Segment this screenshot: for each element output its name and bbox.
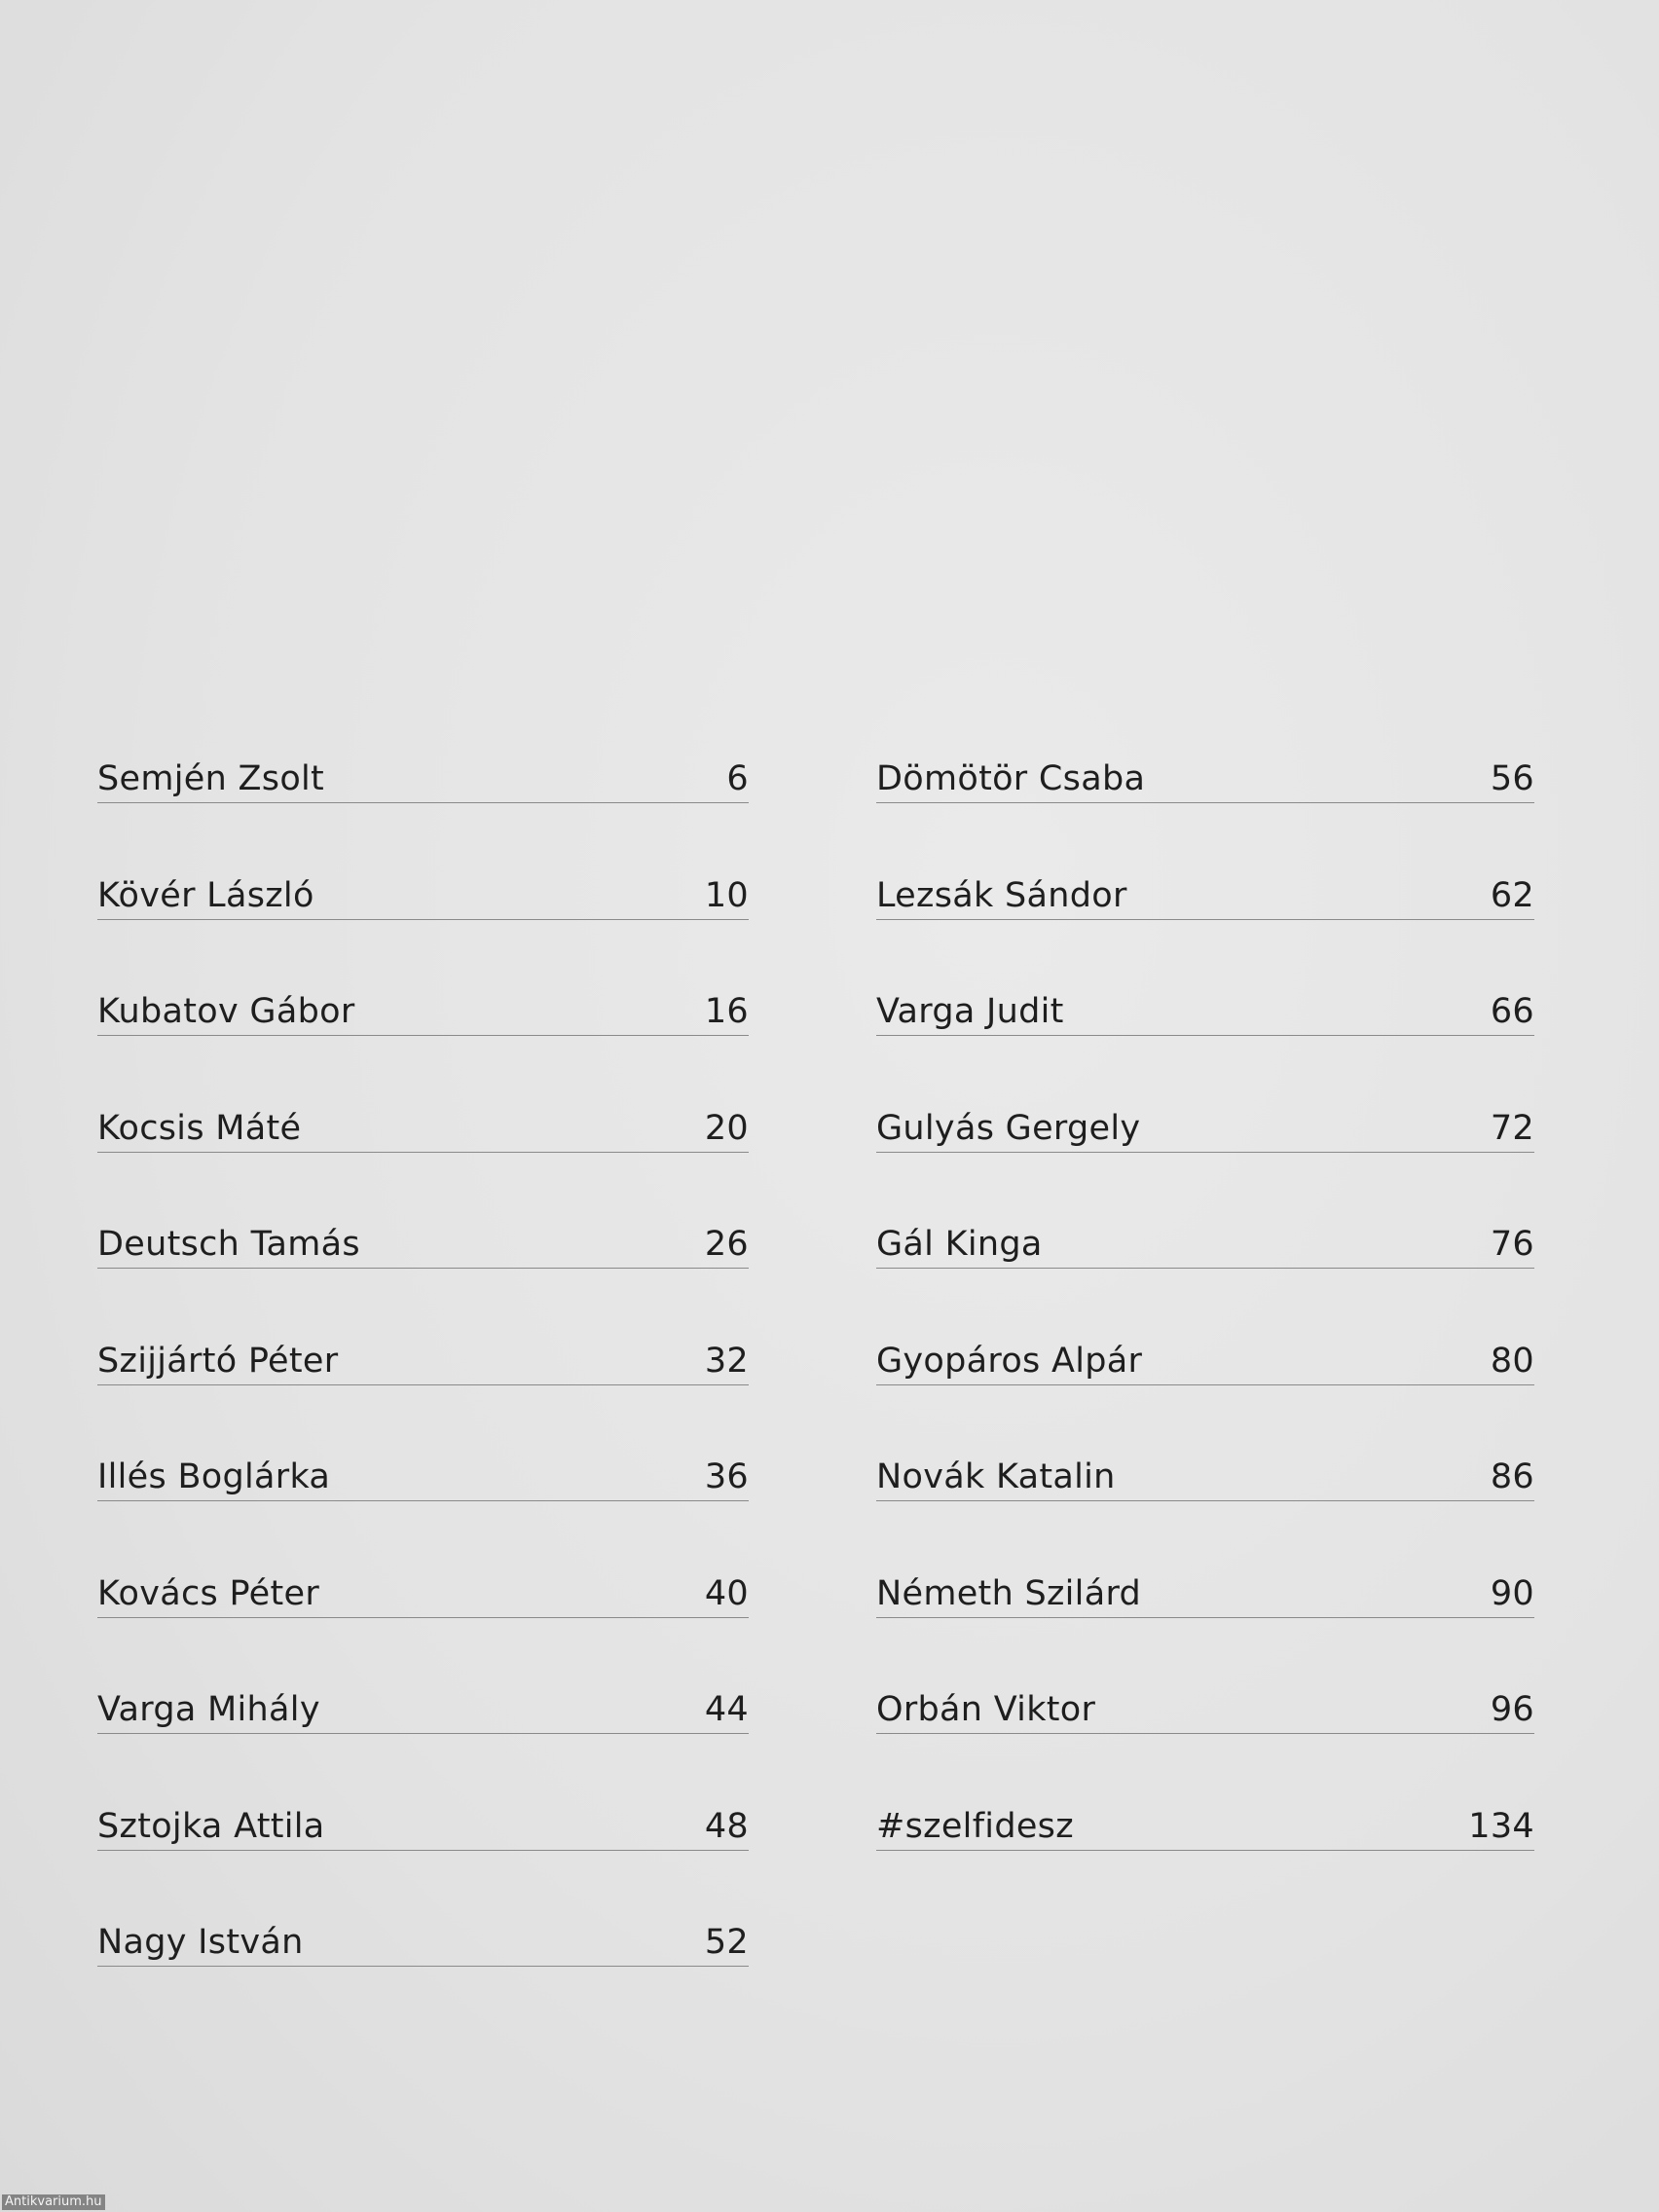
toc-entry-name: Gyopáros Alpár: [876, 1341, 1143, 1381]
toc-entry-line: [876, 1332, 1534, 1385]
toc-entry-name: Kovács Péter: [97, 1573, 320, 1613]
toc-entry: [97, 1886, 749, 2003]
toc-entry: [876, 1305, 1534, 1421]
toc-entry: [97, 722, 749, 839]
toc-entry-name: Gál Kinga: [876, 1225, 1043, 1264]
toc-entry: [876, 1537, 1534, 1654]
toc-entry-name: Szijjártó Péter: [97, 1341, 339, 1381]
toc-entry-page: 80: [1490, 1341, 1534, 1381]
toc-entry-line: [876, 1099, 1534, 1153]
toc-entry: [876, 1188, 1534, 1305]
toc-entry-line: [97, 750, 749, 803]
toc-entry-page: 6: [726, 759, 749, 798]
toc-entry: [876, 1770, 1534, 1887]
toc-entry-name: Kocsis Máté: [97, 1108, 302, 1148]
toc-entry-page: 52: [704, 1923, 749, 1962]
toc-entry-name: Lezsák Sándor: [876, 875, 1127, 915]
toc-entry-page: 10: [704, 875, 749, 915]
toc-entry: [876, 1072, 1534, 1189]
toc-entry-name: Deutsch Tamás: [97, 1225, 360, 1264]
toc-entry: [97, 1072, 749, 1189]
toc-entry: [97, 1188, 749, 1305]
toc-entry-line: [97, 866, 749, 920]
toc-entry-page: 56: [1490, 759, 1534, 798]
toc-entry-page: 16: [704, 992, 749, 1031]
toc-entry-line: [876, 1215, 1534, 1269]
toc-entry-name: Varga Mihály: [97, 1690, 320, 1729]
toc-entry-page: 96: [1490, 1690, 1534, 1729]
toc-entry-name: Illés Boglárka: [97, 1457, 331, 1496]
toc-entry-line: [97, 1099, 749, 1153]
toc-entry-page: 76: [1490, 1225, 1534, 1264]
toc-entry-line: [876, 1680, 1534, 1734]
toc-entry-name: Gulyás Gergely: [876, 1108, 1141, 1148]
toc-entry: [876, 1420, 1534, 1537]
toc-entry-name: Novák Katalin: [876, 1457, 1116, 1496]
toc-entry-line: [876, 1448, 1534, 1501]
toc-entry-line: [97, 982, 749, 1036]
toc-entry-name: Nagy István: [97, 1923, 304, 1962]
toc-entry: [97, 839, 749, 956]
toc-entry-line: [97, 1913, 749, 1967]
toc-entry-name: Semjén Zsolt: [97, 759, 325, 798]
toc-entry-line: [876, 866, 1534, 920]
toc-entry-line: [876, 1565, 1534, 1618]
toc-entry-line: [876, 1797, 1534, 1851]
toc-entry-line: [97, 1565, 749, 1618]
toc-entry-line: [97, 1680, 749, 1734]
toc-entry: [97, 1770, 749, 1887]
toc-entry: [97, 1420, 749, 1537]
toc-entry: [97, 1653, 749, 1770]
toc-entry-name: Kubatov Gábor: [97, 992, 355, 1031]
toc-entry-line: [876, 982, 1534, 1036]
watermark: Antikvarium.hu: [2, 2194, 105, 2210]
toc-entry: [876, 1653, 1534, 1770]
toc-entry-page: 86: [1490, 1457, 1534, 1496]
toc-entry-name: Varga Judit: [876, 992, 1064, 1031]
toc-entry-page: 32: [704, 1341, 749, 1381]
toc-entry-line: [97, 1215, 749, 1269]
toc-entry-page: 48: [704, 1806, 749, 1846]
toc-entry-name: Németh Szilárd: [876, 1573, 1142, 1613]
toc-entry-name: Orbán Viktor: [876, 1690, 1096, 1729]
toc-entry: [876, 839, 1534, 956]
toc-entry-page: 44: [704, 1690, 749, 1729]
toc-entry: [876, 722, 1534, 839]
toc-entry-name: #szelfidesz: [876, 1806, 1074, 1846]
toc-entry-page: 62: [1490, 875, 1534, 915]
toc-entry-page: 26: [704, 1225, 749, 1264]
toc-entry-page: 90: [1490, 1573, 1534, 1613]
toc-entry-line: [876, 750, 1534, 803]
toc-entry-name: Kövér László: [97, 875, 314, 915]
toc-column-right: [876, 722, 1534, 1886]
toc-entry-name: Sztojka Attila: [97, 1806, 325, 1846]
toc-entry-line: [97, 1797, 749, 1851]
toc-entry-line: [97, 1448, 749, 1501]
toc-entry-page: 36: [704, 1457, 749, 1496]
toc-column-left: [97, 722, 749, 2003]
toc-entry-line: [97, 1332, 749, 1385]
toc-entry-page: 20: [704, 1108, 749, 1148]
toc-entry: [97, 1305, 749, 1421]
toc-entry: [97, 1537, 749, 1654]
toc-entry-page: 66: [1490, 992, 1534, 1031]
toc-entry-page: 72: [1490, 1108, 1534, 1148]
toc-entry-name: Dömötör Csaba: [876, 759, 1146, 798]
toc-entry-page: 40: [704, 1573, 749, 1613]
toc-entry: [876, 955, 1534, 1072]
toc-entry-page: 134: [1468, 1806, 1534, 1846]
toc-entry: [97, 955, 749, 1072]
